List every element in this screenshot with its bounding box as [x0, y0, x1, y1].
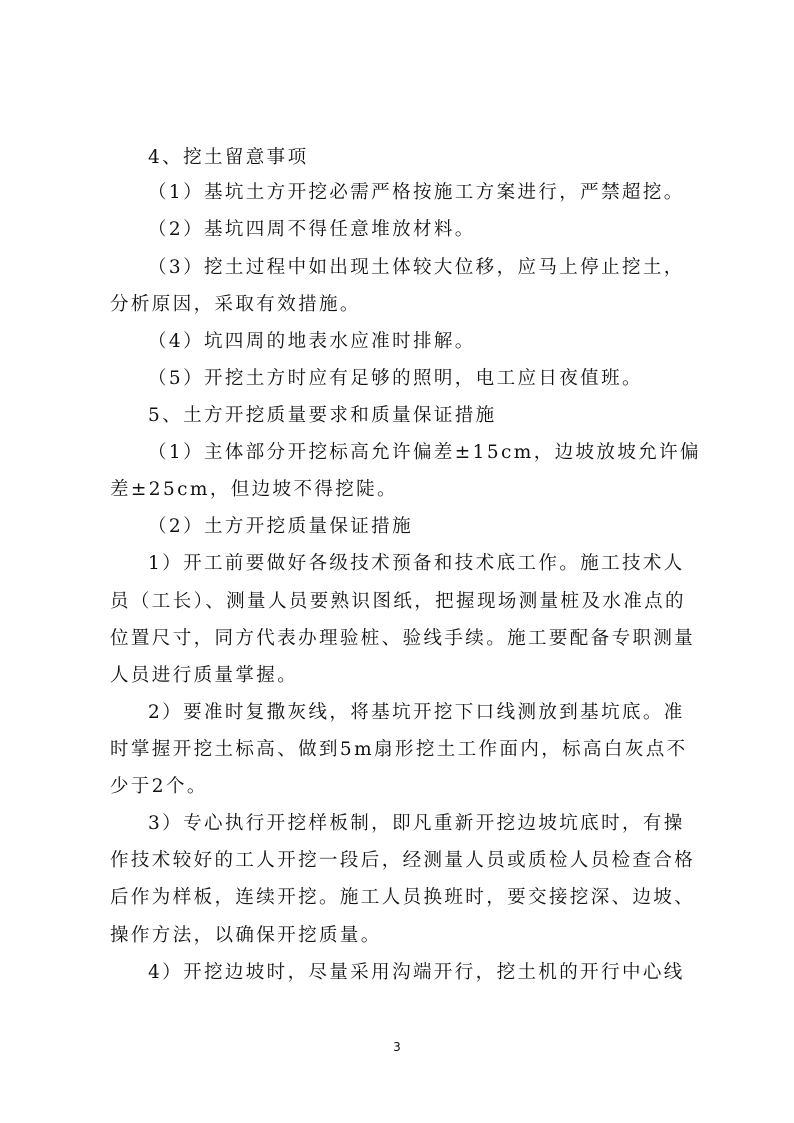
paragraph-line: 少于2个。: [110, 776, 208, 797]
paragraph-line: 3）专心执行开挖样板制，即凡重新开挖边坡坑底时，有操: [148, 813, 685, 834]
paragraph-line: （1）主体部分开挖标高允许偏差±15cm，边坡放坡允许偏: [148, 442, 701, 463]
page-number: 3: [393, 1040, 401, 1054]
paragraph-line: 人员进行质量掌握。: [110, 665, 299, 686]
paragraph-line: 位置尺寸，同方代表办理验桩、验线手续。施工要配备专职测量: [110, 628, 696, 649]
paragraph-line: 2）要准时复撒灰线，将基坑开挖下口线测放到基坑底。准: [148, 702, 685, 723]
paragraph-line: 作技术较好的工人开挖一段后，经测量人员或质检人员检查合格: [110, 850, 696, 871]
heading-excavation-notes: 4、挖土留意事项: [148, 147, 309, 168]
paragraph-line: （3）挖土过程中如出现土体较大位移，应马上停止挖土，: [148, 257, 685, 278]
paragraph-line: （2）土方开挖质量保证措施: [148, 516, 413, 537]
paragraph-line: 分析原因，采取有效措施。: [110, 294, 361, 315]
heading-quality-measures: 5、土方开挖质量要求和质量保证措施: [148, 405, 497, 426]
paragraph-line: 时掌握开挖土标高、做到5m扇形挖土工作面内，标高白灰点不: [110, 739, 688, 760]
paragraph-line: （5）开挖土方时应有足够的照明，电工应日夜值班。: [148, 368, 643, 389]
paragraph-line: （1）基坑土方开挖必需严格按施工方案进行，严禁超挖。: [148, 182, 685, 203]
paragraph-line: （2）基坑四周不得任意堆放材料。: [148, 219, 476, 240]
paragraph-line: （4）坑四周的地表水应准时排解。: [148, 331, 476, 352]
paragraph-line: 操作方法，以确保开挖质量。: [110, 925, 382, 946]
paragraph-line: 差±25cm，但边坡不得挖陡。: [110, 479, 398, 500]
paragraph-line: 员（工长）、测量人员要熟识图纸，把握现场测量桩及水准点的: [110, 591, 686, 612]
paragraph-line: 1）开工前要做好各级技术预备和技术底工作。施工技术人: [148, 553, 685, 574]
paragraph-line: 后作为样板，连续开挖。施工人员换班时，要交接挖深、边坡、: [110, 887, 696, 908]
paragraph-line: 4）开挖边坡时，尽量采用沟端开行，挖土机的开行中心线: [148, 962, 685, 983]
